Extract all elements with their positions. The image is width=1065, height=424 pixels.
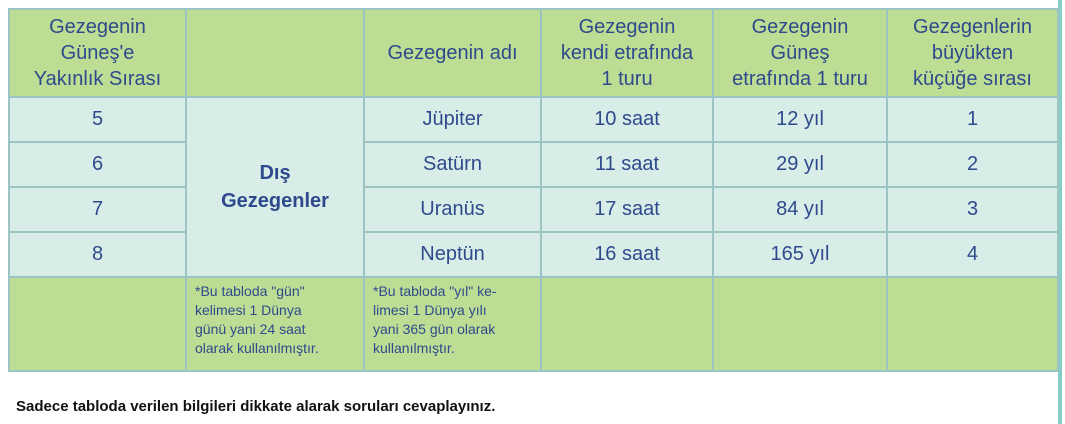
table-footnote-row <box>9 277 1058 371</box>
cell-planet-name: Satürn <box>364 142 541 187</box>
cell-order: 5 <box>9 97 186 142</box>
instruction-text: Sadece tabloda verilen bilgileri dikkate alarak soruları cevaplayınız. <box>16 398 496 415</box>
cell-size-order: 1 <box>887 97 1058 142</box>
cell-size-order: 4 <box>887 232 1058 277</box>
outer-planets-table <box>8 8 1059 372</box>
cell-planet-name: Neptün <box>364 232 541 277</box>
cell-orbit: 84 yıl <box>713 187 887 232</box>
cell-size-order: 2 <box>887 142 1058 187</box>
header-rotation-period: Gezegenin kendi etrafında 1 turu <box>541 9 713 97</box>
footnote-day-definition: *Bu tabloda "gün" kelimesi 1 Dünya günü yani 24 saat olarak kullanılmıştır. <box>186 277 364 371</box>
header-proximity-order: Gezegenin Güneş'e Yakınlık Sırası <box>9 9 186 97</box>
cell-planet-name: Jüpiter <box>364 97 541 142</box>
cell-order: 8 <box>9 232 186 277</box>
table-row <box>9 142 1058 187</box>
header-group <box>186 9 364 97</box>
header-planet-name: Gezegenin adı <box>364 9 541 97</box>
cell-rotation: 17 saat <box>541 187 713 232</box>
cell-order: 7 <box>9 187 186 232</box>
cell-rotation: 11 saat <box>541 142 713 187</box>
footnote-empty-cell <box>9 277 186 371</box>
group-label-cell <box>186 97 364 277</box>
table-row <box>9 97 1058 142</box>
header-orbital-period: Gezegenin Güneş etrafında 1 turu <box>713 9 887 97</box>
footnote-empty-cell <box>541 277 713 371</box>
table-row <box>9 187 1058 232</box>
cell-orbit: 165 yıl <box>713 232 887 277</box>
footnote-empty-cell <box>713 277 887 371</box>
cell-rotation: 16 saat <box>541 232 713 277</box>
cell-rotation: 10 saat <box>541 97 713 142</box>
table-row <box>9 232 1058 277</box>
cell-orbit: 29 yıl <box>713 142 887 187</box>
cell-size-order: 3 <box>887 187 1058 232</box>
group-label-line: Gezegenler <box>221 190 329 212</box>
cell-order: 6 <box>9 142 186 187</box>
header-size-order: Gezegenlerin büyükten küçüğe sırası <box>887 9 1058 97</box>
footnote-empty-cell <box>887 277 1058 371</box>
group-label-line: Dış <box>259 162 291 184</box>
footnote-year-definition: *Bu tabloda "yıl" ke- limesi 1 Dünya yılı yani 365 gün olarak kullanılmıştır. <box>364 277 541 371</box>
table-header-row <box>9 9 1058 97</box>
cell-planet-name: Uranüs <box>364 187 541 232</box>
cell-orbit: 12 yıl <box>713 97 887 142</box>
